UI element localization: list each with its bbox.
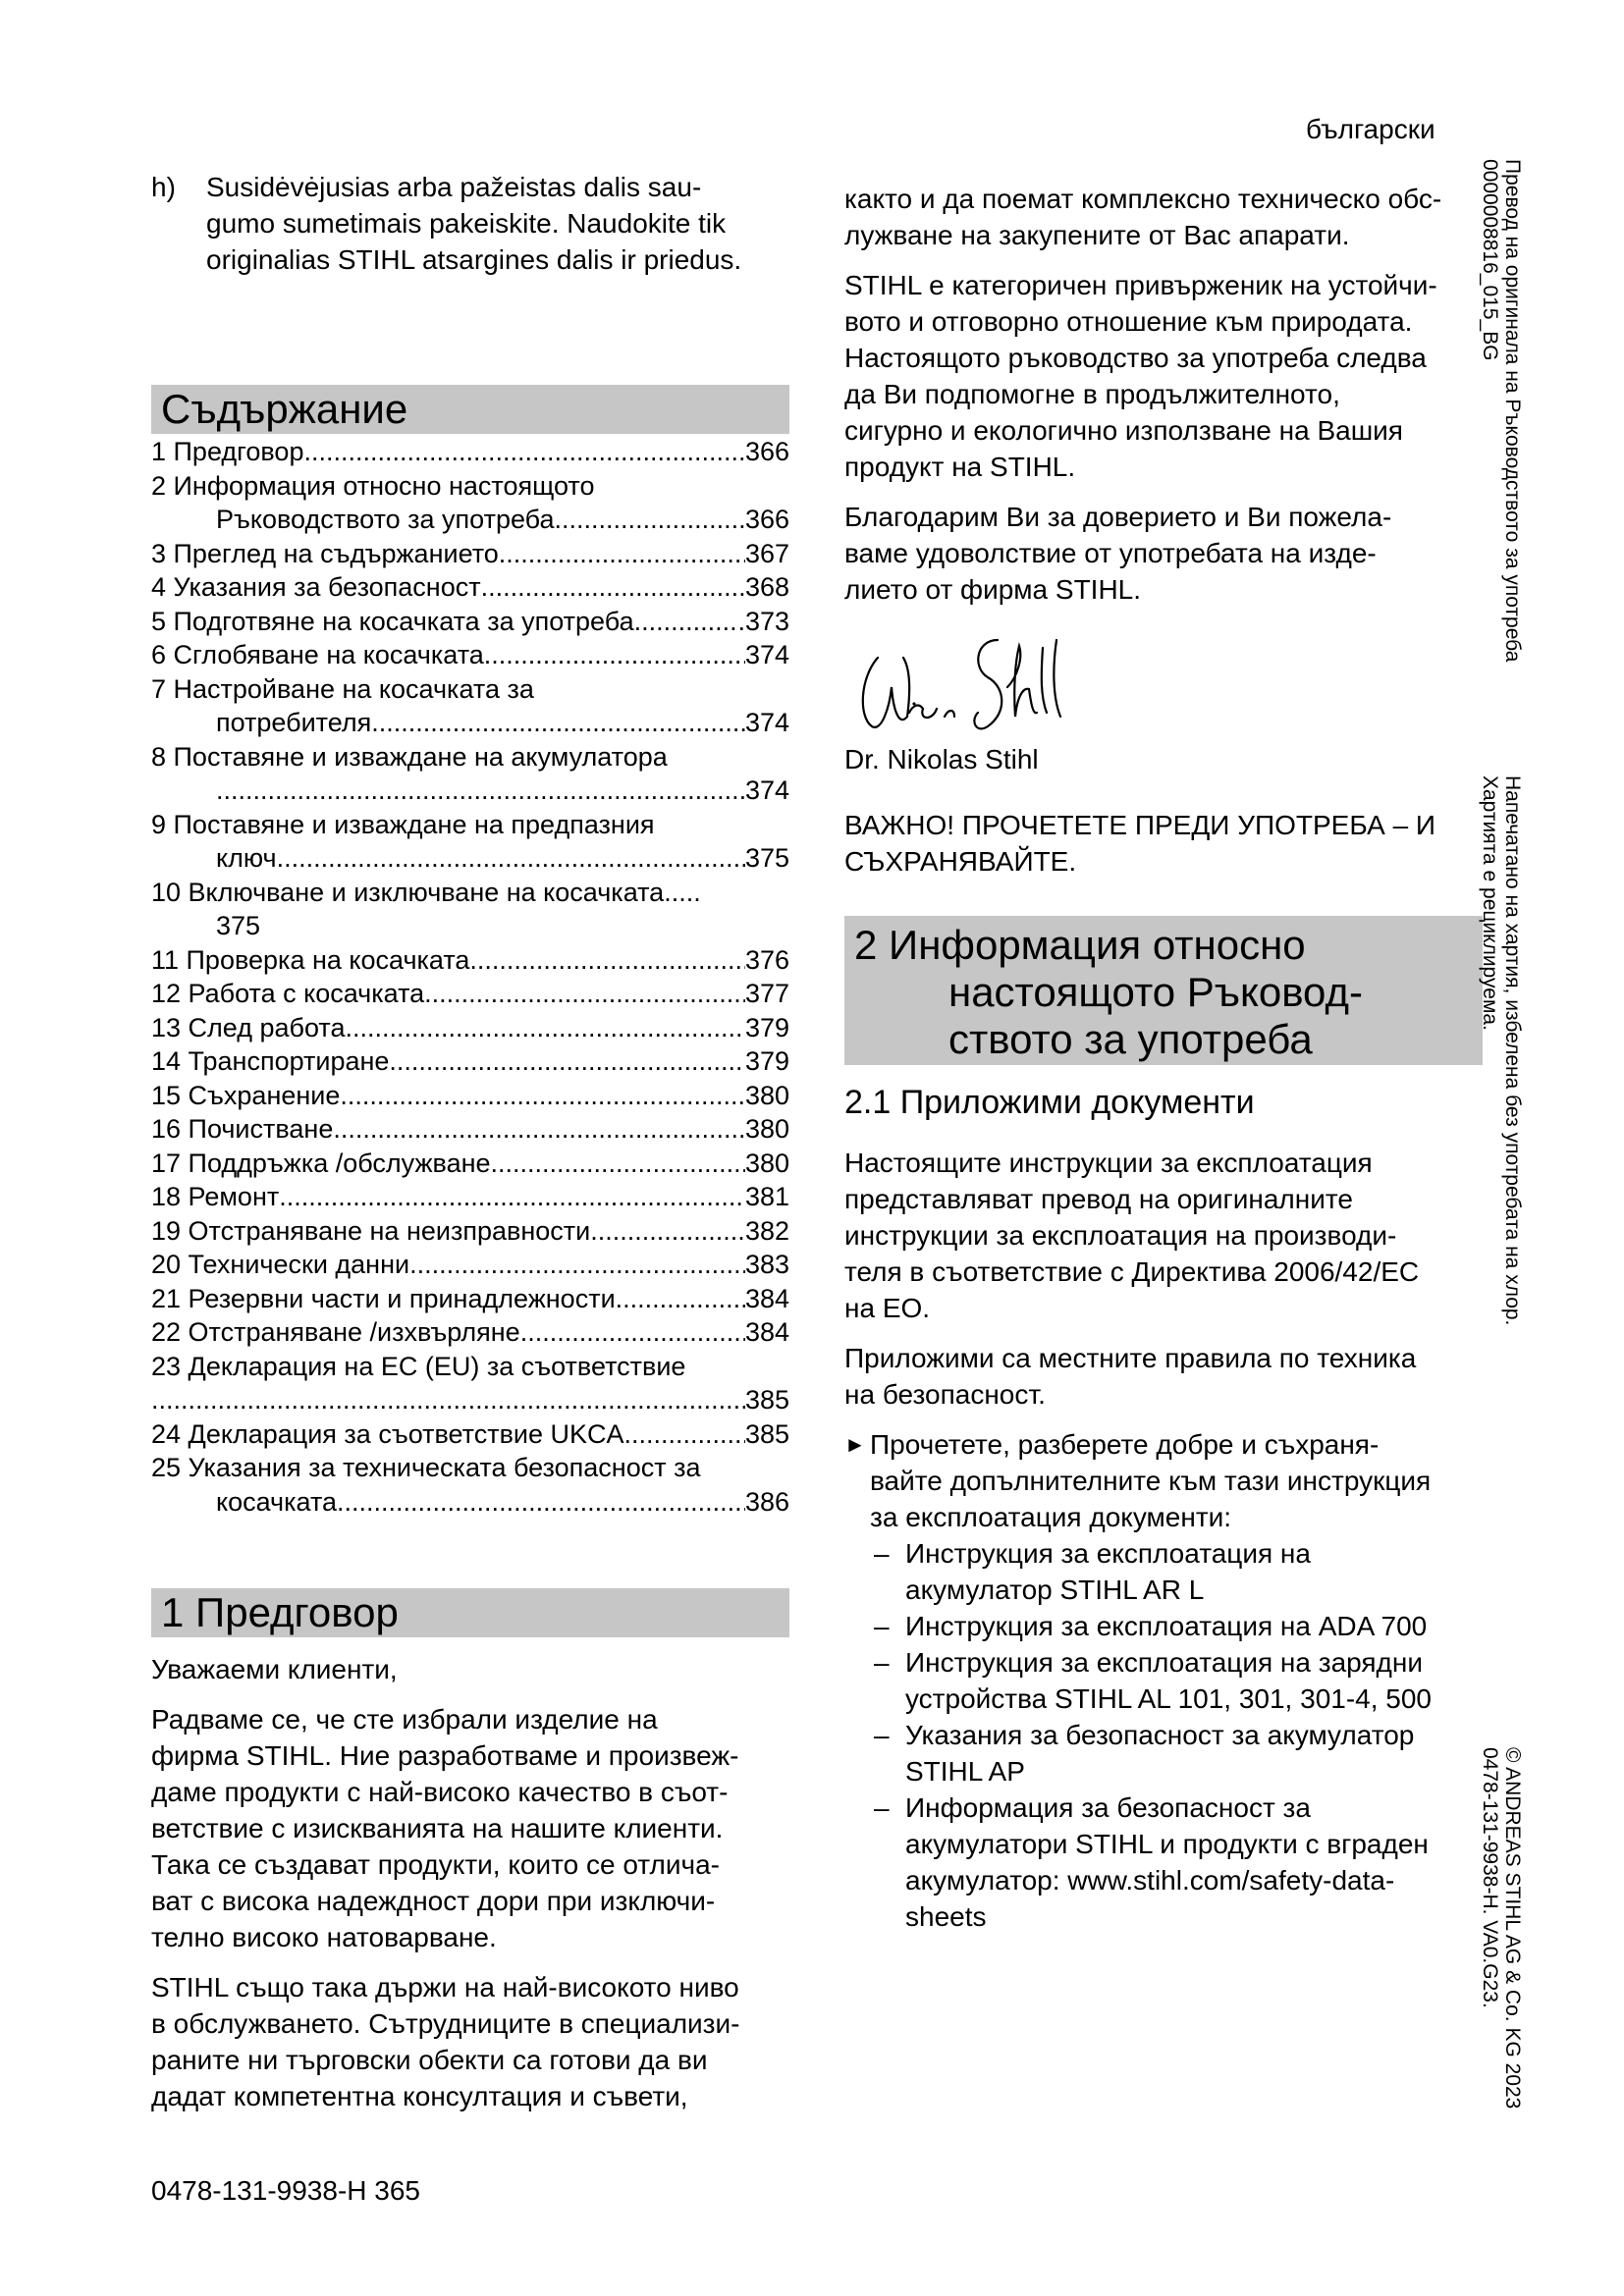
margin-line: Хартията е рециклируема. <box>1479 775 1501 1031</box>
paragraph <box>844 1145 1483 1326</box>
toc-entry <box>151 909 789 943</box>
important-line: ВАЖНО! ПРОЧЕТЕТЕ ПРЕДИ УПОТРЕБА – И <box>844 810 1436 840</box>
toc-entry-page: 380 <box>744 1148 789 1178</box>
toc-entry-page: 375 <box>744 843 789 873</box>
section-1-heading: 1 Предговор <box>151 1588 789 1637</box>
toc-leader-dots <box>481 570 745 605</box>
toc-entry-page: 385 <box>744 1385 789 1415</box>
toc-leader-dots <box>279 1180 745 1214</box>
toc-entry <box>151 876 789 910</box>
toc-entry-label: 7 Настройване на косачката за <box>151 673 534 704</box>
toc-entry <box>151 808 789 842</box>
text-line: sheets <box>905 1901 987 1932</box>
toc-entry <box>151 605 789 639</box>
language-label: български <box>1306 114 1435 144</box>
section-2-heading-line: 2 Информация относно <box>854 922 1306 968</box>
text-line: теля в съответствие с Директива 2006/42/ЕС <box>844 1256 1420 1287</box>
toc-leader-dots <box>345 1011 744 1045</box>
toc-entry <box>151 1417 789 1452</box>
text-line: Така се създават продукти, които се отлича- <box>151 1849 720 1880</box>
text-line: Радваме се, че сте избрали изделие на <box>151 1704 658 1735</box>
toc-entry-page: .373 <box>737 606 789 636</box>
toc-entry-label: 4 Указания за безопасност <box>151 572 481 602</box>
text-line: акумулатори STIHL и продукти с вграден <box>905 1829 1429 1859</box>
toc-entry-page: 380 <box>744 1114 789 1144</box>
toc-entry <box>151 740 789 774</box>
toc-entry <box>151 435 789 469</box>
subsection-2-1-body <box>844 1145 1483 1935</box>
toc-entry <box>151 841 789 876</box>
text-line: даме продукти с най-високо качество в съот- <box>151 1777 729 1807</box>
toc-entry <box>151 1315 789 1350</box>
margin-line: 0478-131-9938-H. VA0.G23. <box>1479 1747 1501 2008</box>
paragraph <box>844 499 1483 608</box>
toc-entry-label: 5 Подготвяне на косачката за употреба <box>151 606 634 636</box>
toc-entry <box>151 774 789 808</box>
toc-leader-dots <box>333 1112 745 1147</box>
toc-entry <box>151 1282 789 1316</box>
h-note-line: Susidėvėjusias arba pažeistas dalis sau- <box>206 172 702 202</box>
toc-leader-dots <box>409 1248 745 1282</box>
paragraph <box>151 1651 789 1687</box>
toc-entry-label: 23 Декларация на ЕС (EU) за съответствие <box>151 1351 686 1381</box>
toc-entry-label: 8 Поставяне и изваждане на акумулатора <box>151 741 668 772</box>
toc-entry <box>151 1214 789 1249</box>
margin-text-paper <box>1479 775 1524 1325</box>
toc-entry <box>151 1044 789 1079</box>
toc-entry <box>151 1147 789 1181</box>
toc-entry <box>151 503 789 537</box>
toc-entry <box>151 1485 789 1520</box>
dash-marker: – <box>874 1538 890 1569</box>
text-line: сигурно и екологично използване на Вашия <box>844 415 1403 446</box>
toc-entry-page: 379 <box>744 1046 789 1076</box>
toc-entry <box>151 1011 789 1045</box>
dash-marker: – <box>874 1720 890 1750</box>
toc-entry-label: 20 Технически данни <box>151 1250 410 1279</box>
toc-entry <box>151 1180 789 1214</box>
toc-entry-label: 13 След работа <box>151 1012 346 1042</box>
text-line: фирма STIHL. Ние разработваме и произвеж- <box>151 1740 739 1771</box>
toc-leader-dots <box>216 774 745 808</box>
text-line: за експлоатация документи: <box>870 1502 1232 1532</box>
text-line: ваме удоволствие от употребата на изде- <box>844 538 1377 568</box>
toc-leader-dots <box>303 435 744 469</box>
important-notice <box>844 807 1483 880</box>
toc-leader-dots <box>371 706 745 740</box>
toc-entry-page: 377 <box>744 979 789 1008</box>
toc-entry-label: 21 Резервни части и принадлежности <box>151 1283 616 1313</box>
toc-entry-label: потребителя <box>216 708 372 737</box>
toc-entry-label: 3 Преглед на съдържанието <box>151 538 499 568</box>
text-line: на ЕО. <box>844 1293 931 1323</box>
toc-entry <box>151 1451 789 1485</box>
toc-entry-label: 11 Проверка на косачката <box>151 944 470 975</box>
toc-entry <box>151 537 789 571</box>
toc-leader-dots <box>389 1044 745 1079</box>
toc-entry-page: 384 <box>744 1317 789 1347</box>
document-list-item <box>844 1608 1483 1644</box>
text-line: акумулатор STIHL AR L <box>905 1575 1205 1605</box>
toc-entry-label: 17 Поддръжка /обслужване <box>151 1148 491 1178</box>
toc-entry-label: 22 Отстраняване /изхвърляне <box>151 1317 520 1347</box>
toc-entry-label: 24 Декларация за съответствие UKCA <box>151 1418 624 1449</box>
text-line: Уважаеми клиенти, <box>151 1654 398 1684</box>
text-line: STIHL AP <box>905 1756 1025 1787</box>
text-line: Инструкция за експлоатация на зарядни <box>905 1647 1423 1678</box>
toc-entry <box>151 1079 789 1113</box>
text-line: лужване на закупените от Вас апарати. <box>844 220 1350 250</box>
toc-entry-label: 15 Съхранение <box>151 1080 341 1110</box>
toc-entry-label: 25 Указания за техническата безопасност за <box>151 1453 701 1482</box>
toc-leader-dots <box>491 1147 745 1181</box>
text-line: Инструкция за експлоатация на <box>905 1538 1311 1569</box>
toc-entry <box>151 469 789 504</box>
document-list-item <box>844 1644 1483 1717</box>
toc-leader-dots <box>340 1079 745 1113</box>
toc-leader-dots <box>499 537 745 571</box>
document-list-item <box>844 1789 1483 1935</box>
toc-heading: Съдържание <box>151 385 789 434</box>
text-line: устройства STIHL AL 101, 301, 301-4, 500 <box>905 1683 1433 1714</box>
margin-line: Превод на оригинала на Ръководството за употреба <box>1501 159 1524 663</box>
h-note-line: originalias STIHL atsargines dalis ir priedus. <box>206 244 742 275</box>
text-line: Настоящото ръководство за употреба следва <box>844 343 1427 373</box>
section-2-heading <box>844 916 1483 1065</box>
instruction-bullet <box>844 1426 1483 1535</box>
signature-image <box>850 618 1076 746</box>
toc-entry-page: 384 <box>744 1283 789 1313</box>
toc-entry-label: 1 Предговор <box>151 437 304 466</box>
paragraph <box>844 181 1483 253</box>
toc-entry <box>151 1383 789 1417</box>
toc-entry-page: 374 <box>744 708 789 737</box>
document-list-item <box>844 1535 1483 1608</box>
margin-line: © ANDREAS STIHL AG & Co. KG 2023 <box>1501 1747 1524 2109</box>
text-line: Инструкция за експлоатация на ADA 700 <box>905 1611 1428 1641</box>
text-line: ват с висока надеждност дори при изключи- <box>151 1886 716 1916</box>
text-line: дадат компетентна консултация и съвети, <box>151 2081 688 2111</box>
h-note-line: gumo sumetimais pakeiskite. Naudokite tik <box>206 208 727 239</box>
toc-leader-dots <box>469 943 745 978</box>
toc-entry-page: 374 <box>744 640 789 669</box>
toc-leader-dots <box>337 1485 745 1520</box>
toc-entry-label: Ръководството за употреба <box>216 505 555 534</box>
toc-entry-label: 14 Транспортиране <box>151 1046 390 1076</box>
toc-leader-dots <box>624 1417 745 1452</box>
toc-entry-page: 386 <box>744 1486 789 1517</box>
toc-leader-dots <box>277 841 745 876</box>
toc-leader-dots <box>151 1383 745 1417</box>
toc-leader-dots <box>590 1214 745 1249</box>
text-line: представляват превод на оригиналните <box>844 1184 1353 1214</box>
toc-entry-page: 376 <box>744 944 789 975</box>
toc-leader-dots <box>484 638 745 672</box>
toc-leader-dots <box>520 1315 745 1350</box>
text-line: инструкции за експлоатация на производи- <box>844 1220 1397 1251</box>
text-line: Прочетете, разберете добре и съхраня- <box>870 1429 1380 1460</box>
toc-entry-page: 379 <box>744 1012 789 1042</box>
page-footer: 0478-131-9938-H 365 <box>151 2175 420 2206</box>
toc-entry <box>151 1248 789 1282</box>
text-line: телно високо натоварване. <box>151 1922 497 1952</box>
toc-entry-page: 380 <box>744 1080 789 1110</box>
toc-entry-label: ключ <box>216 843 277 873</box>
dash-marker: – <box>874 1792 890 1823</box>
toc-entry <box>151 1350 789 1384</box>
toc-entry-page: 366 <box>744 437 789 466</box>
paragraph <box>844 1340 1483 1413</box>
toc-entry-page: 374 <box>744 775 789 805</box>
toc-entry-page: 383 <box>744 1250 789 1279</box>
text-line: акумулатор: www.stihl.com/safety-data- <box>905 1865 1395 1896</box>
text-line: Указания за безопасност за акумулатор <box>905 1720 1415 1750</box>
toc-entry-page: 366 <box>744 505 789 534</box>
toc-leader-dots <box>424 977 745 1011</box>
paragraph <box>844 267 1483 485</box>
text-line: раните ни търговски обекти са готови да ви <box>151 2045 708 2075</box>
toc-leader-dots <box>634 605 738 639</box>
paragraph <box>151 1701 789 1955</box>
margin-text-translation <box>1479 159 1524 662</box>
toc-entry-label: 10 Включване и изключване на косачката..... <box>151 877 701 907</box>
toc-entry-label: 2 Информация относно настоящото <box>151 470 595 501</box>
text-line: на безопасност. <box>844 1379 1046 1410</box>
text-line: Информация за безопасност за <box>905 1792 1311 1823</box>
toc-entry <box>151 977 789 1011</box>
text-line: в обслужването. Сътрудниците в специализи- <box>151 2008 740 2039</box>
text-line: лието от фирма STIHL. <box>844 574 1142 605</box>
dash-marker: – <box>874 1647 890 1678</box>
toc-entry-page: 368 <box>744 572 789 602</box>
toc-entry-page: 382 <box>744 1215 789 1246</box>
toc-entry-label: 16 Почистване <box>151 1114 334 1144</box>
text-line: STIHL също така държи на най-високото ниво <box>151 1972 739 2002</box>
text-line: вайте допълнителните към тази инструкция <box>870 1466 1432 1496</box>
toc-entry-label: 18 Ремонт <box>151 1182 280 1211</box>
section-1-body <box>151 1651 789 2128</box>
text-line: както и да поемат комплексно техническо обс- <box>844 184 1442 214</box>
toc-entry-page: 385 <box>744 1418 789 1449</box>
h-note-marker: h) <box>151 172 176 202</box>
text-line: STIHL е категоричен привърженик на устойчи- <box>844 270 1437 300</box>
section-2-heading-line: ството за употреба <box>948 1016 1313 1062</box>
text-line: ветствие с изискванията на нашите клиенти. <box>151 1813 724 1843</box>
signature-name: Dr. Nikolas Stihl <box>844 744 1039 774</box>
toc-entry <box>151 570 789 605</box>
margin-line: Напечатано на хартия, избелена без употребата на хлор. <box>1501 775 1524 1326</box>
margin-line: 0000008816_015_BG <box>1479 159 1501 361</box>
text-line: Благодарим Ви за доверието и Ви пожела- <box>844 502 1392 532</box>
toc-leader-dots <box>555 503 745 537</box>
toc-entry-page: 367 <box>744 538 789 568</box>
toc-leader-dots <box>616 1282 745 1316</box>
text-line: Приложими са местните правила по техника <box>844 1343 1417 1373</box>
toc-entry <box>151 943 789 978</box>
section-2-heading-line: настоящото Ръковод- <box>948 969 1363 1015</box>
subsection-2-1-heading: 2.1 Приложими документи <box>844 1084 1255 1121</box>
toc-entry-label: косачката <box>216 1486 338 1517</box>
toc-entry <box>151 1112 789 1147</box>
h-note <box>151 169 789 278</box>
toc-entry-page: 381 <box>744 1182 789 1211</box>
important-line: СЪХРАНЯВАЙТЕ. <box>844 846 1077 877</box>
dash-marker: – <box>874 1611 890 1641</box>
table-of-contents <box>151 435 789 1519</box>
text-line: продукт на STIHL. <box>844 452 1076 482</box>
toc-entry <box>151 638 789 672</box>
toc-entry <box>151 672 789 707</box>
foreword-continued <box>844 181 1483 621</box>
toc-entry-label: 6 Сглобяване на косачката <box>151 640 484 669</box>
margin-text-copyright <box>1479 1747 1524 2109</box>
text-line: Настоящите инструкции за експлоатация <box>844 1148 1373 1178</box>
toc-entry-label: 375 <box>216 911 261 940</box>
toc-entry-label: 12 Работа с косачката <box>151 979 425 1008</box>
toc-entry-label: 9 Поставяне и изваждане на предпазния <box>151 809 655 839</box>
document-list-item <box>844 1717 1483 1789</box>
toc-entry <box>151 706 789 740</box>
toc-entry-label: 19 Отстраняване на неизправности <box>151 1215 591 1246</box>
paragraph <box>151 1969 789 2114</box>
bullet-triangle-icon: ► <box>844 1432 866 1457</box>
text-line: вото и отговорно отношение към природата. <box>844 306 1413 337</box>
text-line: да Ви подпомогне в продължителното, <box>844 379 1340 409</box>
